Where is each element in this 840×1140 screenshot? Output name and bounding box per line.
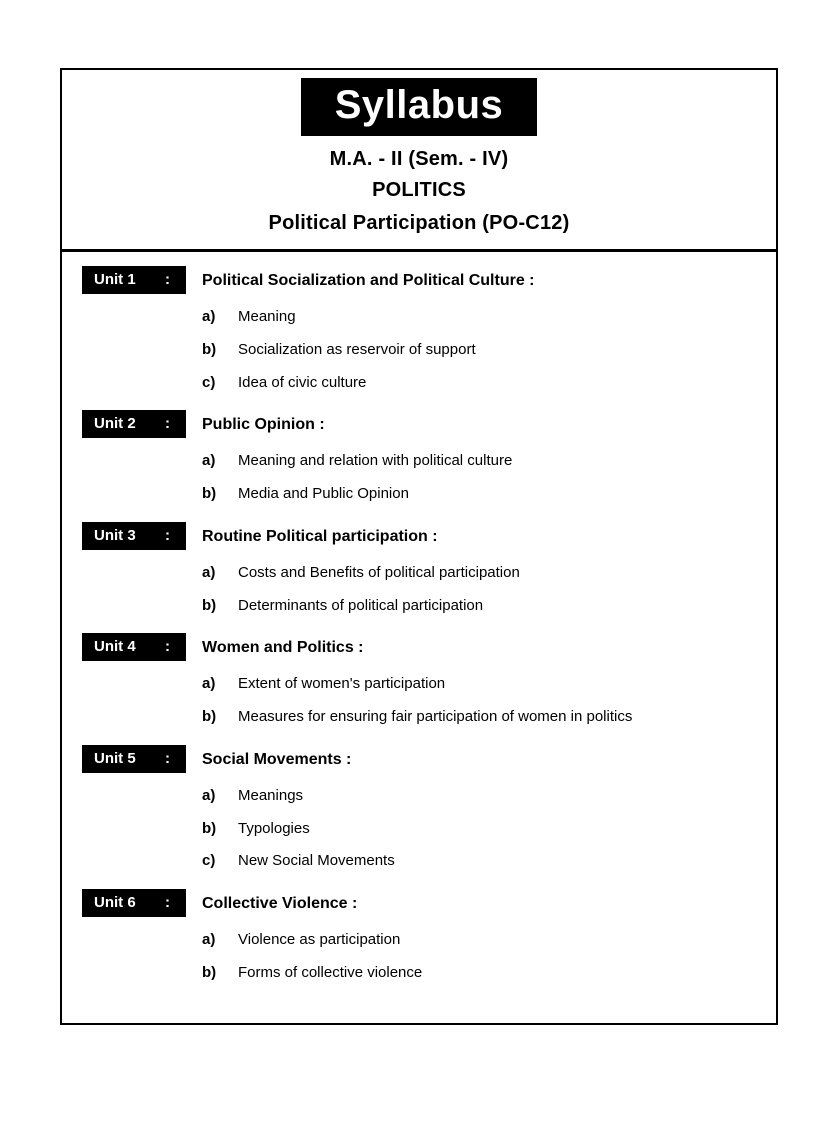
topic-row bbox=[202, 708, 776, 727]
topic-text: Idea of civic culture bbox=[238, 373, 367, 391]
unit-tag bbox=[82, 745, 186, 773]
unit-header bbox=[82, 522, 776, 550]
topic-text: Meaning and relation with political culture bbox=[238, 452, 513, 470]
topic-row bbox=[202, 964, 776, 983]
topic-letter: b) bbox=[202, 963, 217, 981]
topic-row bbox=[202, 852, 776, 871]
unit-tag bbox=[82, 633, 186, 661]
topic-row bbox=[202, 787, 776, 806]
topic-text: New Social Movements bbox=[238, 852, 395, 870]
topic-letter: b) bbox=[202, 596, 217, 614]
topic-letter: a) bbox=[202, 931, 216, 948]
unit-tag-colon: : bbox=[165, 271, 170, 288]
topic-row bbox=[202, 675, 776, 694]
topic-row bbox=[202, 341, 776, 360]
course-level: M.A. - II (Sem. - IV) bbox=[329, 148, 509, 170]
unit-tag-colon: : bbox=[165, 749, 170, 767]
topic-letter: b) bbox=[202, 485, 217, 502]
unit-tag-label: Unit 5 bbox=[94, 749, 136, 767]
paper-title: Political Participation (PO-C12) bbox=[268, 212, 570, 234]
topic-letter: a) bbox=[202, 786, 216, 804]
topic-text: Meaning bbox=[238, 308, 296, 325]
topic-letter: b) bbox=[202, 340, 217, 358]
unit-block bbox=[62, 522, 776, 616]
unit-title: Social Movements : bbox=[202, 750, 352, 768]
unit-block bbox=[62, 266, 776, 392]
unit-tag-label: Unit 3 bbox=[94, 526, 136, 544]
topic-text: Costs and Benefits of political participation bbox=[238, 563, 520, 581]
syllabus-page bbox=[60, 68, 778, 1025]
syllabus-header bbox=[62, 70, 776, 252]
unit-header bbox=[82, 266, 776, 294]
topic-letter: a) bbox=[202, 452, 216, 470]
unit-tag bbox=[82, 522, 186, 550]
unit-tag bbox=[82, 410, 186, 438]
topic-row bbox=[202, 564, 776, 583]
unit-tag-label: Unit 2 bbox=[94, 415, 136, 433]
topic-row bbox=[202, 597, 776, 616]
unit-spacer bbox=[62, 983, 776, 1001]
topic-text: Typologies bbox=[238, 819, 310, 837]
topic-letter: c) bbox=[202, 852, 216, 870]
topic-letter: a) bbox=[202, 308, 216, 325]
unit-block bbox=[62, 410, 776, 504]
subject-name: POLITICS bbox=[372, 179, 466, 201]
topic-text: Extent of women's participation bbox=[238, 675, 446, 693]
unit-tag-colon: : bbox=[165, 638, 170, 656]
unit-header bbox=[82, 745, 776, 773]
unit-tag-label: Unit 4 bbox=[94, 638, 136, 656]
topic-row bbox=[202, 452, 776, 471]
topic-row bbox=[202, 931, 776, 950]
topic-letter: b) bbox=[202, 708, 217, 725]
syllabus-units bbox=[62, 252, 776, 1023]
unit-spacer bbox=[62, 727, 776, 745]
topic-text: Meanings bbox=[238, 786, 304, 804]
topic-letter: a) bbox=[202, 563, 216, 581]
unit-title: Political Socialization and Political Culture : bbox=[202, 272, 535, 289]
unit-tag bbox=[82, 266, 186, 294]
unit-spacer bbox=[62, 392, 776, 410]
unit-spacer bbox=[62, 615, 776, 633]
unit-title: Collective Violence : bbox=[202, 895, 358, 912]
unit-tag-label: Unit 6 bbox=[94, 894, 136, 911]
topic-letter: a) bbox=[202, 675, 216, 693]
unit-tag-colon: : bbox=[165, 415, 170, 433]
topic-text: Violence as participation bbox=[238, 931, 401, 948]
topic-row bbox=[202, 374, 776, 393]
topic-text: Socialization as reservoir of support bbox=[238, 340, 476, 358]
unit-header bbox=[82, 633, 776, 661]
unit-tag bbox=[82, 889, 186, 917]
unit-tag-colon: : bbox=[165, 894, 170, 911]
unit-title: Public Opinion : bbox=[202, 416, 325, 434]
syllabus-banner: Syllabus bbox=[301, 78, 538, 136]
topic-row bbox=[202, 820, 776, 839]
unit-block bbox=[62, 889, 776, 983]
topic-letter: b) bbox=[202, 819, 217, 837]
topic-text: Forms of collective violence bbox=[238, 963, 423, 981]
topic-text: Measures for ensuring fair participation of women in politics bbox=[238, 708, 633, 725]
unit-tag-colon: : bbox=[165, 526, 170, 544]
unit-title: Women and Politics : bbox=[202, 639, 364, 657]
unit-header bbox=[82, 410, 776, 438]
topic-text: Determinants of political participation bbox=[238, 596, 484, 614]
unit-spacer bbox=[62, 871, 776, 889]
unit-block bbox=[62, 633, 776, 727]
unit-title: Routine Political participation : bbox=[202, 527, 438, 545]
unit-spacer bbox=[62, 504, 776, 522]
topic-row bbox=[202, 308, 776, 327]
unit-block bbox=[62, 745, 776, 871]
unit-header bbox=[82, 889, 776, 917]
topic-row bbox=[202, 485, 776, 504]
unit-tag-label: Unit 1 bbox=[94, 271, 136, 288]
topic-text: Media and Public Opinion bbox=[238, 485, 409, 502]
topic-letter: c) bbox=[202, 373, 216, 391]
